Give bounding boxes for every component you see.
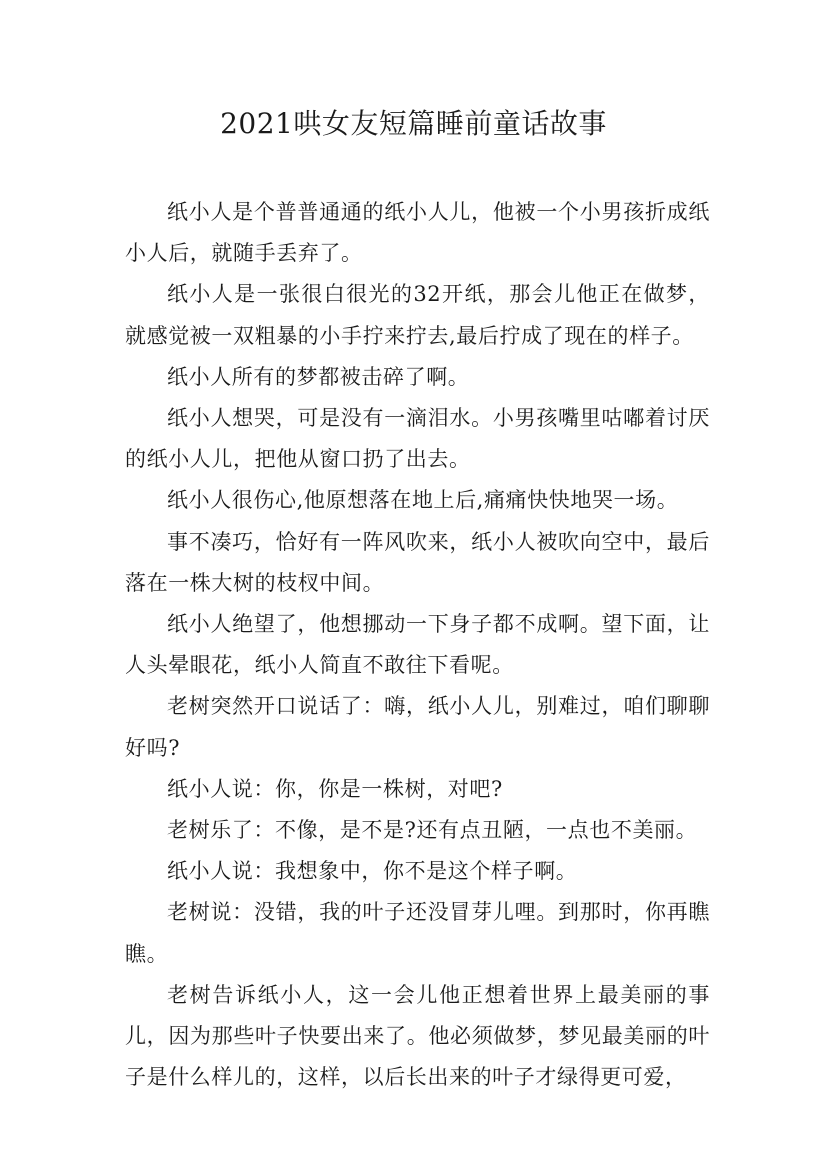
paragraph-12: 老树说：没错，我的叶子还没冒芽儿哩。到那时，你再瞧瞧。 [125, 900, 710, 966]
paragraph-11: 纸小人说：我想象中，你不是这个样子啊。 [167, 859, 578, 884]
paragraph-5: 纸小人很伤心,他原想落在地上后,痛痛快快地哭一场。 [167, 488, 679, 513]
paragraph-7: 纸小人绝望了，他想挪动一下身子都不成啊。望下面，让人头晕眼花，纸小人简直不敢往下看呢。 [125, 612, 710, 678]
story-body [125, 192, 710, 1098]
paragraph-1: 纸小人是个普普通通的纸小人儿，他被一个小男孩折成纸小人后，就随手丢弃了。 [125, 200, 710, 266]
paragraph-13: 老树告诉纸小人，这一会儿他正想着世界上最美丽的事儿，因为那些叶子快要出来了。他必须做梦，梦见最美丽的叶子是什么样儿的，这样，以后长出来的叶子才绿得更可爱， [125, 982, 710, 1090]
paragraph-8: 老树突然开口说话了：嗨，纸小人儿，别难过，咱们聊聊好吗? [125, 694, 710, 760]
paragraph-4: 纸小人想哭，可是没有一滴泪水。小男孩嘴里咕嘟着讨厌的纸小人儿，把他从窗口扔了出去。 [125, 406, 710, 472]
paragraph-10: 老树乐了：不像，是不是?还有点丑陋，一点也不美丽。 [167, 818, 698, 843]
paragraph-3: 纸小人所有的梦都被击碎了啊。 [167, 364, 470, 389]
paragraph-9: 纸小人说：你，你是一株树，对吧? [167, 776, 503, 801]
document-title: 2021哄女友短篇睡前童话故事 [220, 107, 607, 140]
paragraph-2: 纸小人是一张很白很光的32开纸，那会儿他正在做梦，就感觉被一双粗暴的小手拧来拧去,最后拧成了现在的样子。 [125, 282, 710, 348]
paragraph-6: 事不凑巧，恰好有一阵风吹来，纸小人被吹向空中，最后落在一株大树的枝杈中间。 [125, 529, 710, 595]
